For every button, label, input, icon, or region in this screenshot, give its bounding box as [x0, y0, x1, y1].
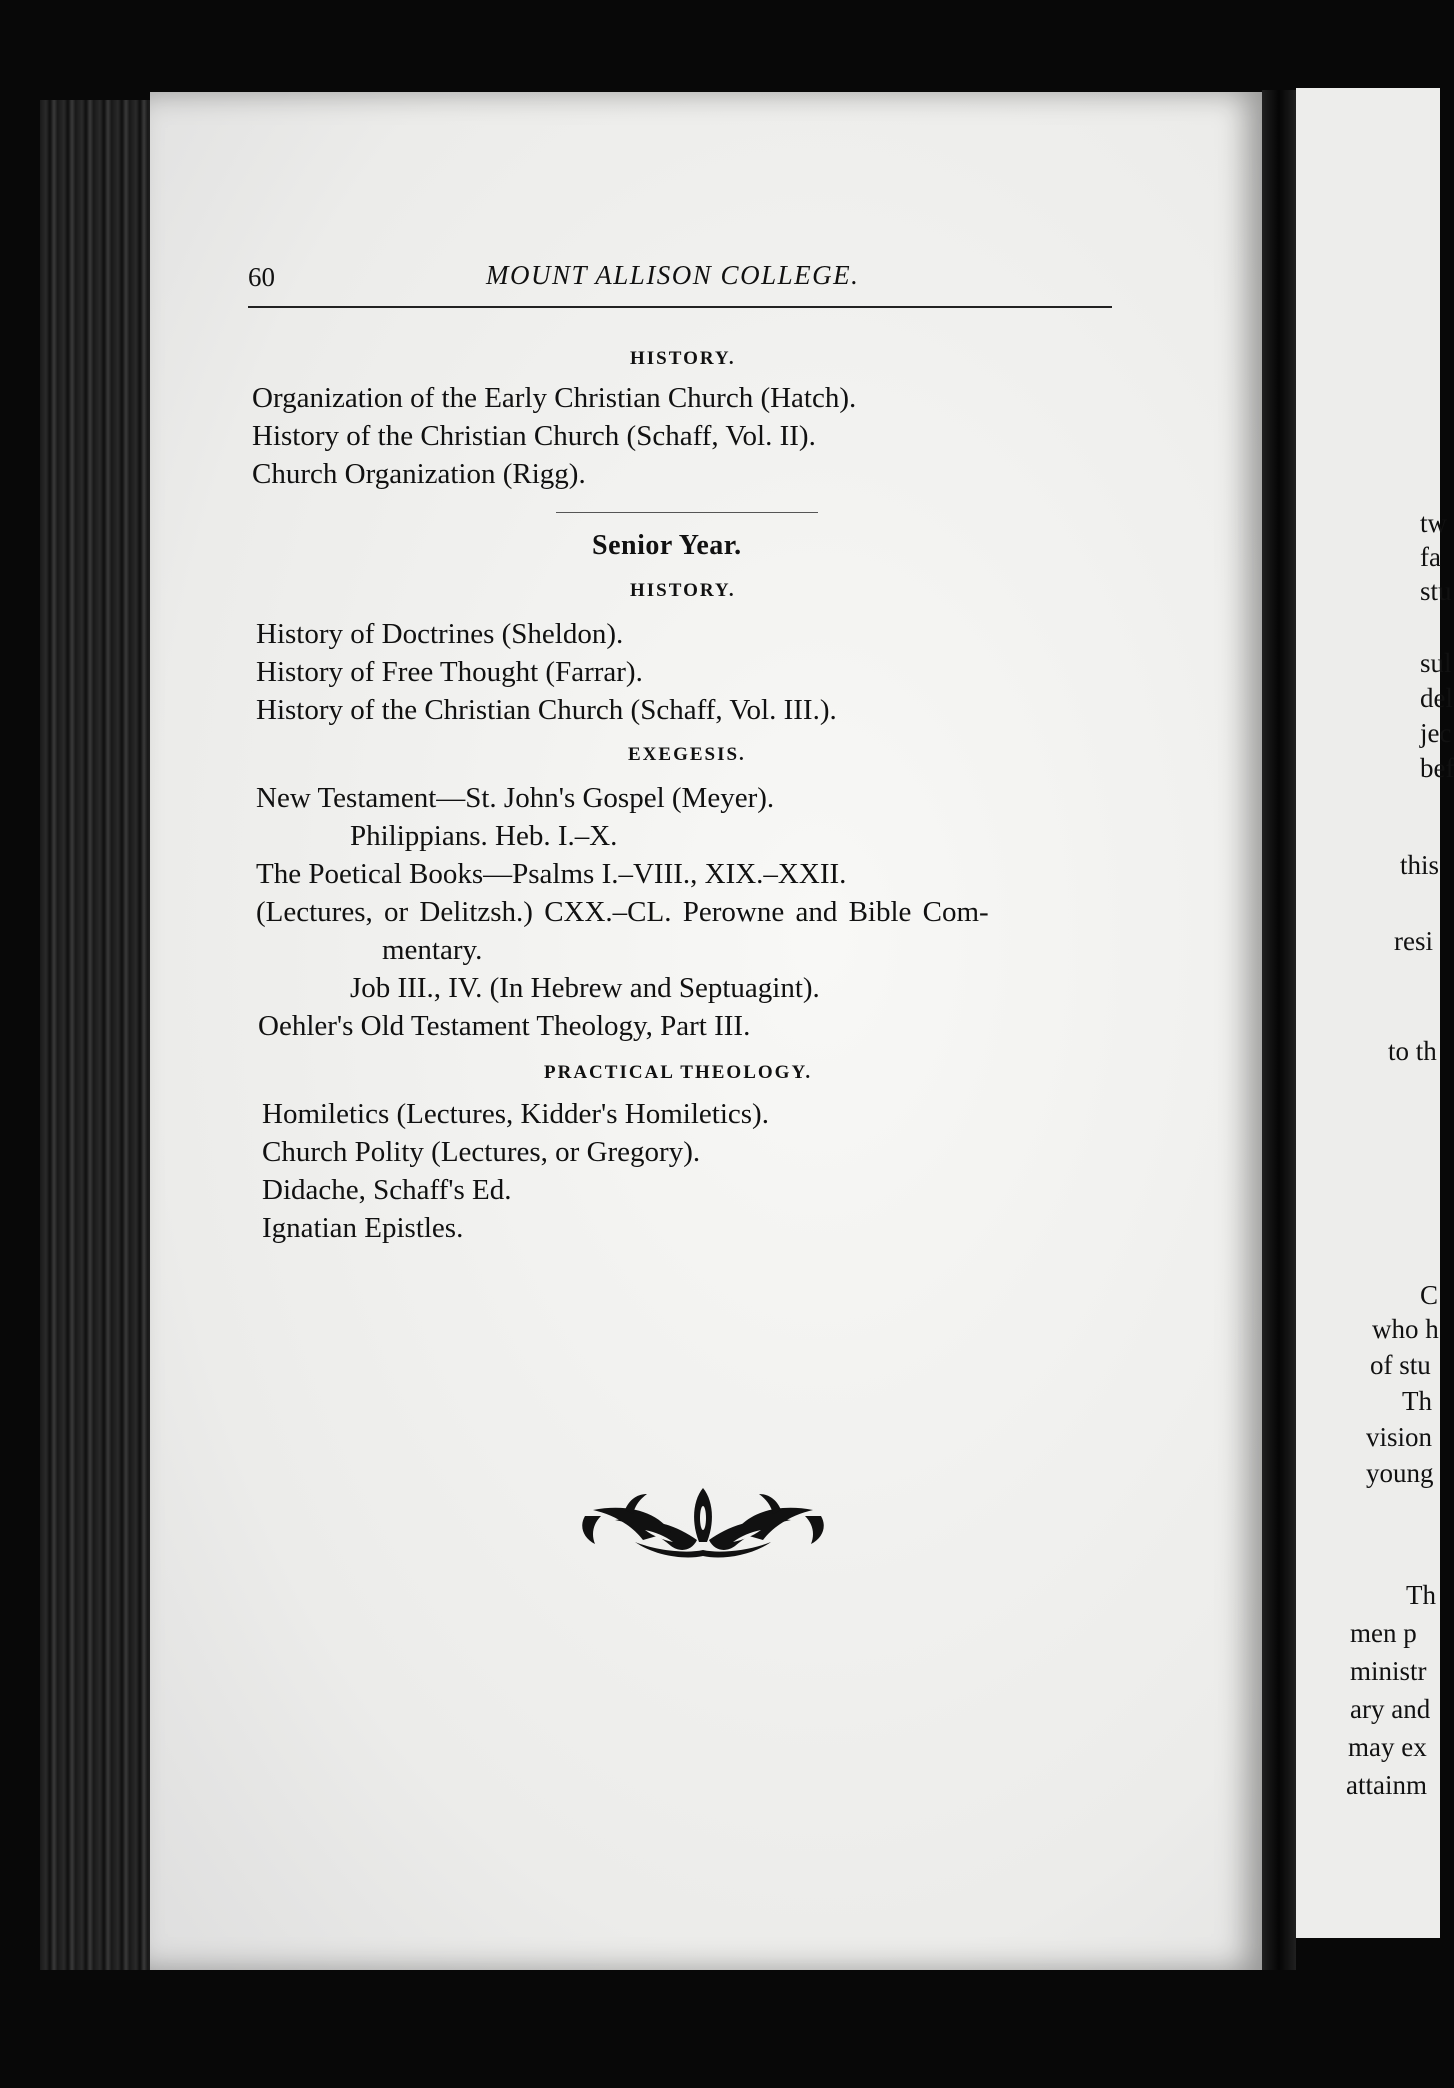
text-line: The Poetical Books—Psalms I.–VIII., XIX.–XXII. — [256, 858, 847, 890]
text-line: New Testament—St. John's Gospel (Meyer). — [256, 782, 775, 814]
history-subhead: HISTORY. — [630, 348, 736, 369]
text-line: Homiletics (Lectures, Kidder's Homiletics). — [262, 1098, 769, 1130]
text-line: History of the Christian Church (Schaff, Vol. II). — [252, 420, 816, 452]
text-line: History of Free Thought (Farrar). — [256, 656, 643, 688]
exegesis-subhead: EXEGESIS. — [628, 744, 746, 765]
right-fragment: may ex — [1348, 1732, 1427, 1762]
right-fragment: to th — [1388, 1036, 1437, 1066]
section-divider — [556, 512, 818, 513]
right-fragment: vision — [1366, 1422, 1433, 1452]
right-fragment: bef — [1420, 753, 1454, 783]
right-fragment: ary and — [1350, 1694, 1431, 1724]
text-line: (Lectures, or Delitzsh.) CXX.–CL. Perowne and Bible Com- — [256, 896, 989, 928]
text-line: Oehler's Old Testament Theology, Part III. — [258, 1010, 751, 1042]
right-fragment: sul — [1420, 648, 1452, 678]
right-fragment: this — [1400, 850, 1440, 880]
right-page — [1296, 88, 1454, 1938]
text-line: Philippians. Heb. I.–X. — [350, 820, 618, 852]
right-fragment: jec — [1420, 718, 1452, 748]
running-title: MOUNT ALLISON COLLEGE. — [486, 260, 860, 290]
right-fragment: Th — [1402, 1386, 1432, 1416]
right-fragment: men p — [1350, 1618, 1417, 1648]
right-fragment: fa — [1420, 542, 1441, 572]
right-fragment: Th — [1406, 1580, 1436, 1610]
text-line: Church Polity (Lectures, or Gregory). — [262, 1136, 701, 1168]
floral-ornament-icon — [575, 1480, 831, 1560]
text-line: History of Doctrines (Sheldon). — [256, 618, 624, 650]
text-line: mentary. — [382, 934, 483, 966]
text-line: Church Organization (Rigg). — [252, 458, 586, 490]
text-line: Organization of the Early Christian Church (Hatch). — [252, 382, 857, 414]
right-fragment: del — [1420, 683, 1453, 713]
text-line: Job III., IV. (In Hebrew and Septuagint). — [350, 972, 820, 1004]
page-number: 60 — [248, 262, 275, 292]
page-header — [248, 256, 1112, 308]
right-fragment: of stu — [1370, 1350, 1431, 1380]
senior-year-heading: Senior Year. — [592, 530, 742, 561]
right-fragment: attainm — [1346, 1770, 1427, 1800]
right-fragment: resi — [1394, 926, 1433, 956]
right-fragment: tw — [1420, 508, 1447, 538]
right-fragment: stu — [1420, 576, 1452, 606]
book-gutter — [1262, 90, 1296, 1970]
practical-theology-subhead: PRACTICAL THEOLOGY. — [544, 1062, 813, 1083]
right-fragment: young — [1366, 1458, 1434, 1488]
history-subhead: HISTORY. — [630, 580, 736, 601]
right-fragment: ministr — [1350, 1656, 1427, 1686]
right-fragment: C — [1420, 1280, 1439, 1310]
text-line: Didache, Schaff's Ed. — [262, 1174, 512, 1206]
right-fragment: who h — [1372, 1314, 1439, 1344]
text-line: Ignatian Epistles. — [262, 1212, 464, 1244]
text-line: History of the Christian Church (Schaff, Vol. III.). — [256, 694, 837, 726]
